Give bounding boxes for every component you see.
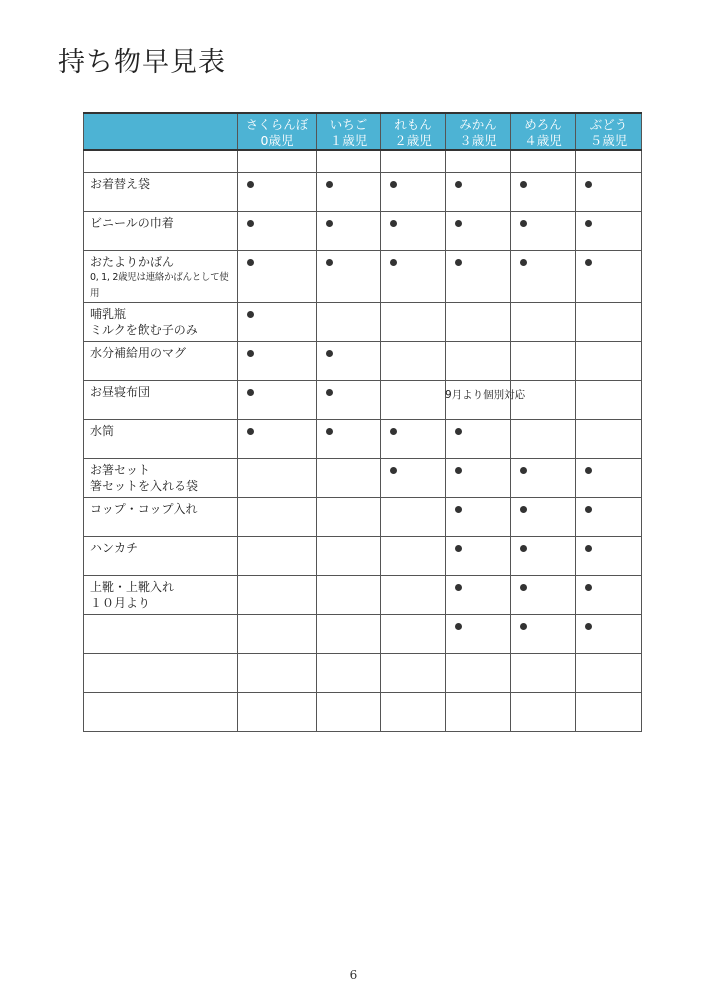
mark-cell bbox=[446, 250, 511, 302]
bullet-icon bbox=[247, 389, 254, 396]
mark-cell bbox=[446, 419, 511, 458]
mark-cell bbox=[511, 692, 576, 731]
mark-cell bbox=[238, 458, 317, 497]
item-label: 上靴・上靴入れ １０月より bbox=[84, 575, 238, 614]
mark-cell bbox=[381, 211, 446, 250]
bullet-icon bbox=[247, 350, 254, 357]
mark-cell bbox=[317, 575, 381, 614]
bullet-icon bbox=[455, 181, 462, 188]
mark-cell bbox=[238, 419, 317, 458]
item-label bbox=[84, 614, 238, 653]
bullet-icon bbox=[585, 545, 592, 552]
mark-cell bbox=[446, 575, 511, 614]
column-header: みかん ３歳児 bbox=[446, 113, 511, 150]
mark-cell bbox=[446, 341, 511, 380]
bullet-icon bbox=[455, 428, 462, 435]
mark-cell bbox=[317, 172, 381, 211]
mark-cell bbox=[381, 536, 446, 575]
bullet-icon bbox=[520, 181, 527, 188]
mark-cell bbox=[238, 536, 317, 575]
mark-cell bbox=[576, 497, 642, 536]
mark-cell bbox=[511, 536, 576, 575]
header-row bbox=[84, 113, 642, 150]
mark-cell bbox=[446, 302, 511, 341]
bullet-icon bbox=[390, 467, 397, 474]
mark-cell bbox=[511, 497, 576, 536]
mark-cell bbox=[317, 692, 381, 731]
column-header: れもん ２歳児 bbox=[381, 113, 446, 150]
bullet-icon bbox=[585, 623, 592, 630]
bullet-icon bbox=[326, 350, 333, 357]
mark-cell bbox=[317, 380, 381, 419]
bullet-icon bbox=[455, 506, 462, 513]
mark-cell bbox=[576, 692, 642, 731]
mark-cell bbox=[238, 614, 317, 653]
table-row bbox=[84, 211, 642, 250]
bullet-icon bbox=[390, 428, 397, 435]
mark-cell bbox=[381, 250, 446, 302]
mark-cell bbox=[576, 341, 642, 380]
mark-cell bbox=[511, 341, 576, 380]
mark-cell bbox=[446, 614, 511, 653]
item-label: お昼寝布団 bbox=[84, 380, 238, 419]
bullet-icon bbox=[455, 584, 462, 591]
item-label: おたよりかばん 0, 1, 2歳児は連絡かばんとして使用 bbox=[84, 250, 238, 302]
mark-cell bbox=[511, 419, 576, 458]
bullet-icon bbox=[520, 506, 527, 513]
bullet-icon bbox=[520, 584, 527, 591]
mark-cell bbox=[446, 692, 511, 731]
mark-cell bbox=[446, 458, 511, 497]
bullet-icon bbox=[247, 311, 254, 318]
bullet-icon bbox=[326, 220, 333, 227]
mark-cell bbox=[511, 653, 576, 692]
table-row bbox=[84, 692, 642, 731]
mark-cell bbox=[381, 419, 446, 458]
bullet-icon bbox=[455, 467, 462, 474]
bullet-icon bbox=[247, 181, 254, 188]
table-row bbox=[84, 341, 642, 380]
mark-cell bbox=[381, 692, 446, 731]
belongings-table bbox=[83, 112, 642, 732]
mark-cell bbox=[381, 302, 446, 341]
bullet-icon bbox=[585, 467, 592, 474]
mark-cell bbox=[317, 497, 381, 536]
table-row bbox=[84, 250, 642, 302]
item-label bbox=[84, 692, 238, 731]
bullet-icon bbox=[585, 506, 592, 513]
spacer-row bbox=[84, 150, 642, 172]
item-label: お着替え袋 bbox=[84, 172, 238, 211]
header-corner bbox=[84, 113, 238, 150]
bullet-icon bbox=[247, 259, 254, 266]
mark-cell bbox=[381, 341, 446, 380]
mark-cell bbox=[317, 458, 381, 497]
item-label: ハンカチ bbox=[84, 536, 238, 575]
mark-cell bbox=[446, 536, 511, 575]
mark-cell bbox=[381, 614, 446, 653]
mark-cell bbox=[238, 575, 317, 614]
table-row bbox=[84, 614, 642, 653]
mark-cell bbox=[576, 172, 642, 211]
bullet-icon bbox=[390, 259, 397, 266]
item-label: 水分補給用のマグ bbox=[84, 341, 238, 380]
mark-cell bbox=[576, 380, 642, 419]
mark-cell bbox=[317, 211, 381, 250]
bullet-icon bbox=[520, 467, 527, 474]
column-header: さくらんぼ 0歳児 bbox=[238, 113, 317, 150]
mark-cell bbox=[576, 419, 642, 458]
table-row bbox=[84, 536, 642, 575]
mark-cell bbox=[238, 302, 317, 341]
bullet-icon bbox=[326, 389, 333, 396]
item-label: 哺乳瓶 ミルクを飲む子のみ bbox=[84, 302, 238, 341]
mark-cell bbox=[381, 497, 446, 536]
mark-cell bbox=[446, 653, 511, 692]
column-header: ぶどう ５歳児 bbox=[576, 113, 642, 150]
mark-cell bbox=[317, 302, 381, 341]
table-row bbox=[84, 172, 642, 211]
mark-cell bbox=[317, 653, 381, 692]
bullet-icon bbox=[326, 181, 333, 188]
mark-cell bbox=[511, 172, 576, 211]
bullet-icon bbox=[455, 623, 462, 630]
mark-cell bbox=[576, 250, 642, 302]
bullet-icon bbox=[247, 428, 254, 435]
note-individual-support: 9月より個別対応 bbox=[445, 389, 526, 401]
bullet-icon bbox=[520, 220, 527, 227]
bullet-icon bbox=[520, 545, 527, 552]
bullet-icon bbox=[585, 181, 592, 188]
item-label: ビニールの巾着 bbox=[84, 211, 238, 250]
table-row bbox=[84, 653, 642, 692]
table-row bbox=[84, 380, 642, 419]
mark-cell bbox=[238, 172, 317, 211]
mark-cell bbox=[238, 497, 317, 536]
bullet-icon bbox=[326, 428, 333, 435]
table-row bbox=[84, 497, 642, 536]
bullet-icon bbox=[585, 584, 592, 591]
column-header: めろん ４歳児 bbox=[511, 113, 576, 150]
mark-cell bbox=[238, 692, 317, 731]
bullet-icon bbox=[585, 220, 592, 227]
mark-cell bbox=[511, 211, 576, 250]
mark-cell bbox=[576, 653, 642, 692]
mark-cell bbox=[576, 458, 642, 497]
mark-cell bbox=[381, 458, 446, 497]
bullet-icon bbox=[455, 220, 462, 227]
bullet-icon bbox=[520, 623, 527, 630]
mark-cell bbox=[317, 536, 381, 575]
mark-cell bbox=[317, 614, 381, 653]
mark-cell bbox=[381, 380, 446, 419]
bullet-icon bbox=[390, 181, 397, 188]
mark-cell bbox=[317, 341, 381, 380]
bullet-icon bbox=[247, 220, 254, 227]
mark-cell bbox=[446, 211, 511, 250]
mark-cell bbox=[238, 250, 317, 302]
table-row bbox=[84, 302, 642, 341]
mark-cell bbox=[511, 575, 576, 614]
table-row bbox=[84, 419, 642, 458]
bullet-icon bbox=[326, 259, 333, 266]
mark-cell bbox=[446, 497, 511, 536]
mark-cell bbox=[511, 458, 576, 497]
mark-cell bbox=[381, 172, 446, 211]
page-title: 持ち物早見表 bbox=[58, 47, 226, 78]
page-number: 6 bbox=[349, 968, 358, 982]
mark-cell bbox=[238, 341, 317, 380]
mark-cell bbox=[511, 250, 576, 302]
table-row bbox=[84, 575, 642, 614]
mark-cell bbox=[576, 536, 642, 575]
mark-cell bbox=[576, 614, 642, 653]
bullet-icon bbox=[455, 259, 462, 266]
mark-cell bbox=[238, 380, 317, 419]
table-row bbox=[84, 458, 642, 497]
mark-cell bbox=[576, 575, 642, 614]
mark-cell bbox=[317, 419, 381, 458]
mark-cell bbox=[511, 302, 576, 341]
item-label: お箸セット 箸セットを入れる袋 bbox=[84, 458, 238, 497]
mark-cell bbox=[238, 653, 317, 692]
bullet-icon bbox=[455, 545, 462, 552]
mark-cell bbox=[446, 172, 511, 211]
mark-cell bbox=[381, 575, 446, 614]
item-label: コップ・コップ入れ bbox=[84, 497, 238, 536]
mark-cell bbox=[381, 653, 446, 692]
item-label: 水筒 bbox=[84, 419, 238, 458]
mark-cell bbox=[576, 211, 642, 250]
bullet-icon bbox=[520, 259, 527, 266]
item-label bbox=[84, 653, 238, 692]
mark-cell bbox=[317, 250, 381, 302]
column-header: いちご １歳児 bbox=[317, 113, 381, 150]
bullet-icon bbox=[390, 220, 397, 227]
bullet-icon bbox=[585, 259, 592, 266]
mark-cell bbox=[576, 302, 642, 341]
mark-cell bbox=[511, 614, 576, 653]
mark-cell bbox=[238, 211, 317, 250]
